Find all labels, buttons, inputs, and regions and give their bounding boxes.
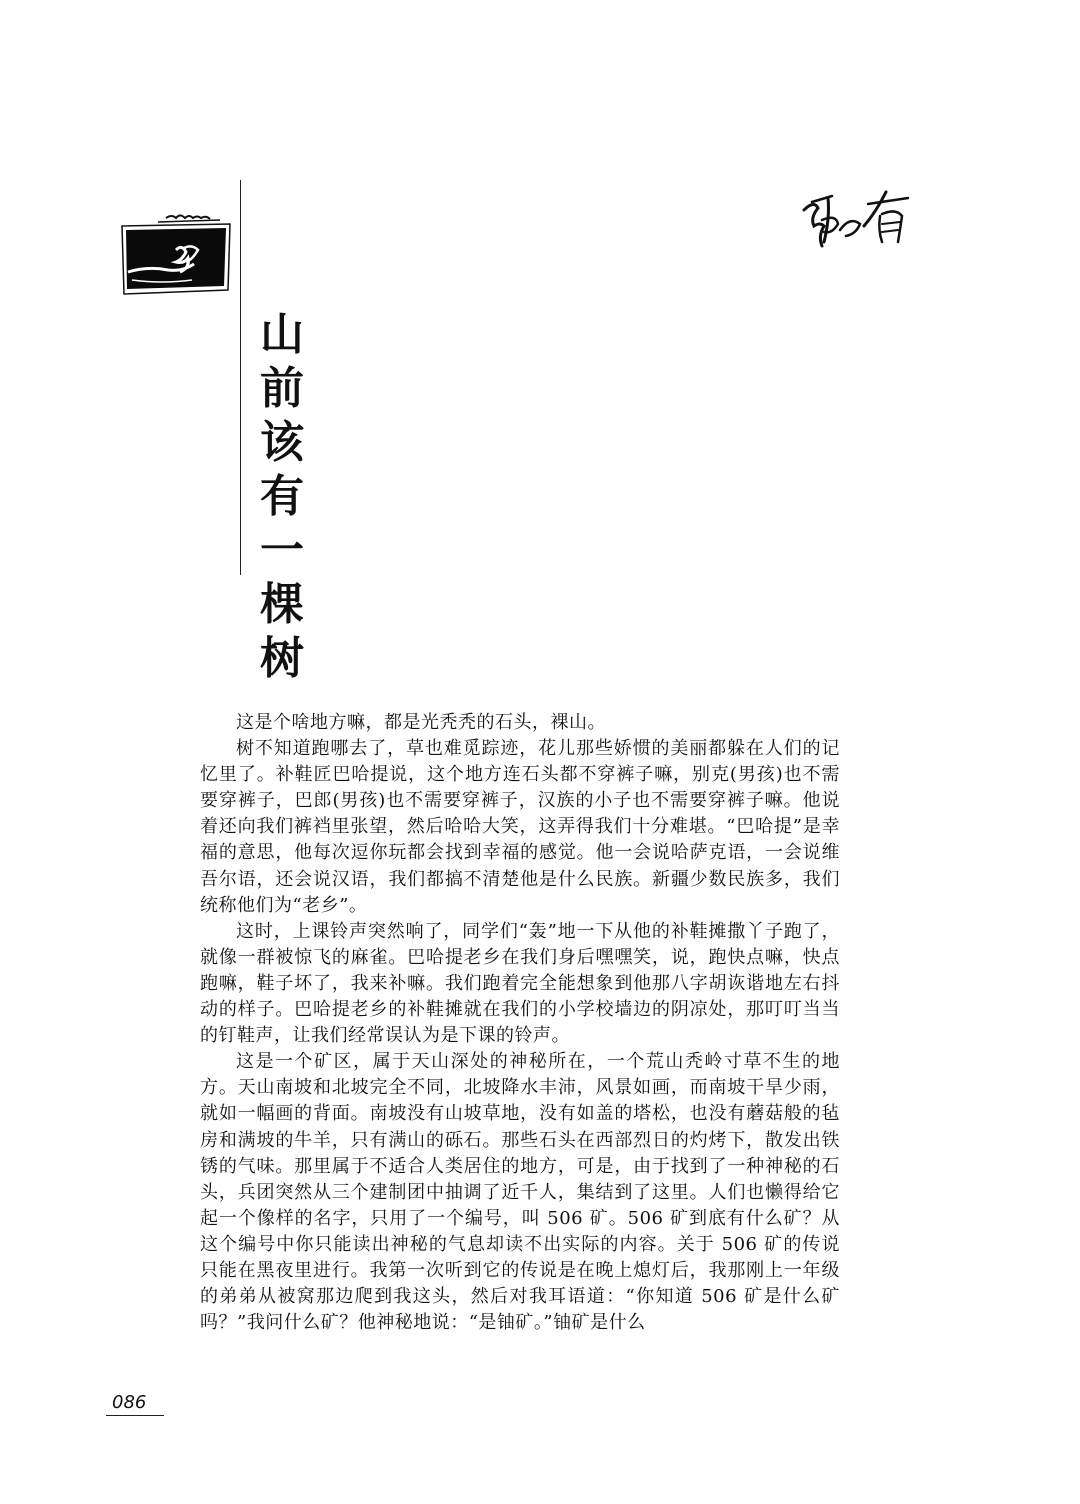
title-char: 树 [260,633,304,684]
ink-brush-emblem-icon [118,210,236,300]
handwritten-signature-icon [790,180,920,260]
title-char: 棵 [260,579,304,630]
title-char: 一 [260,525,304,576]
paragraph: 树不知道跑哪去了，草也难觅踪迹，花儿那些娇惯的美丽都躲在人们的记忆里了。补鞋匠巴哈提说，这个地方连石头都不穿裤子嘛，别克(男孩)也不需要穿裤子，巴郎(男孩)也不需要穿裤子，汉族的小子也不需要穿裤子嘛。他说着还向我们裤裆里张望，然后哈哈大笑，这弄得我们十分难堪。“巴哈提”是幸福的意思，他每次逗你玩都会找到幸福的感觉。他一会说哈萨克语，一会说维吾尔语，还会说汉语，我们都搞不清楚他是什么民族。新疆少数民族多，我们统称他们为“老乡”。 [200,738,840,916]
article-body [200,710,840,1336]
title-char: 前 [260,363,304,414]
title-char: 该 [260,417,304,468]
title-char: 山 [260,309,304,360]
page-number: 086 [112,1392,147,1413]
article-title [252,308,312,686]
paragraph: 这是一个矿区，属于天山深处的神秘所在，一个荒山秃岭寸草不生的地方。天山南坡和北坡完全不同，北坡降水丰沛，风景如画，而南坡干旱少雨，就如一幅画的背面。南坡没有山坡草地，没有如盖的塔松，也没有蘑菇般的毡房和满坡的牛羊，只有满山的砾石。那些石头在西部烈日的灼烤下，散发出铁锈的气味。那里属于不适合人类居住的地方，可是，由于找到了一种神秘的石头，兵团突然从三个建制团中抽调了近千人，集结到了这里。人们也懒得给它起一个像样的名字，只用了一个编号，叫 506 矿。506 矿到底有什么矿？从这个编号中你只能读出神秘的气息却读不出实际的内容。关于 506 矿的传说只能在黑夜里进行。我第一次听到它的传说是在晚上熄灯后，我那刚上一年级的弟弟从被窝那边爬到我这头，然后对我耳语道：“你知道 506 矿是什么矿吗？”我问什么矿？他神秘地说：“是铀矿。”铀矿是什么 [200,1051,840,1334]
paragraph: 这是个啥地方嘛，都是光秃秃的石头，裸山。 [236,712,606,733]
page-number-underline [106,1415,164,1416]
title-vertical-rule [240,180,241,575]
title-char: 有 [260,471,304,522]
paragraph: 这时，上课铃声突然响了，同学们“轰”地一下从他的补鞋摊撒丫子跑了，就像一群被惊飞的麻雀。巴哈提老乡在我们身后嘿嘿笑，说，跑快点嘛，快点跑嘛，鞋子坏了，我来补嘛。我们跑着完全能想象到他那八字胡诙谐地左右抖动的样子。巴哈提老乡的补鞋摊就在我们的小学校墙边的阴凉处，那叮叮当当的钉鞋声，让我们经常误认为是下课的铃声。 [200,920,840,1047]
